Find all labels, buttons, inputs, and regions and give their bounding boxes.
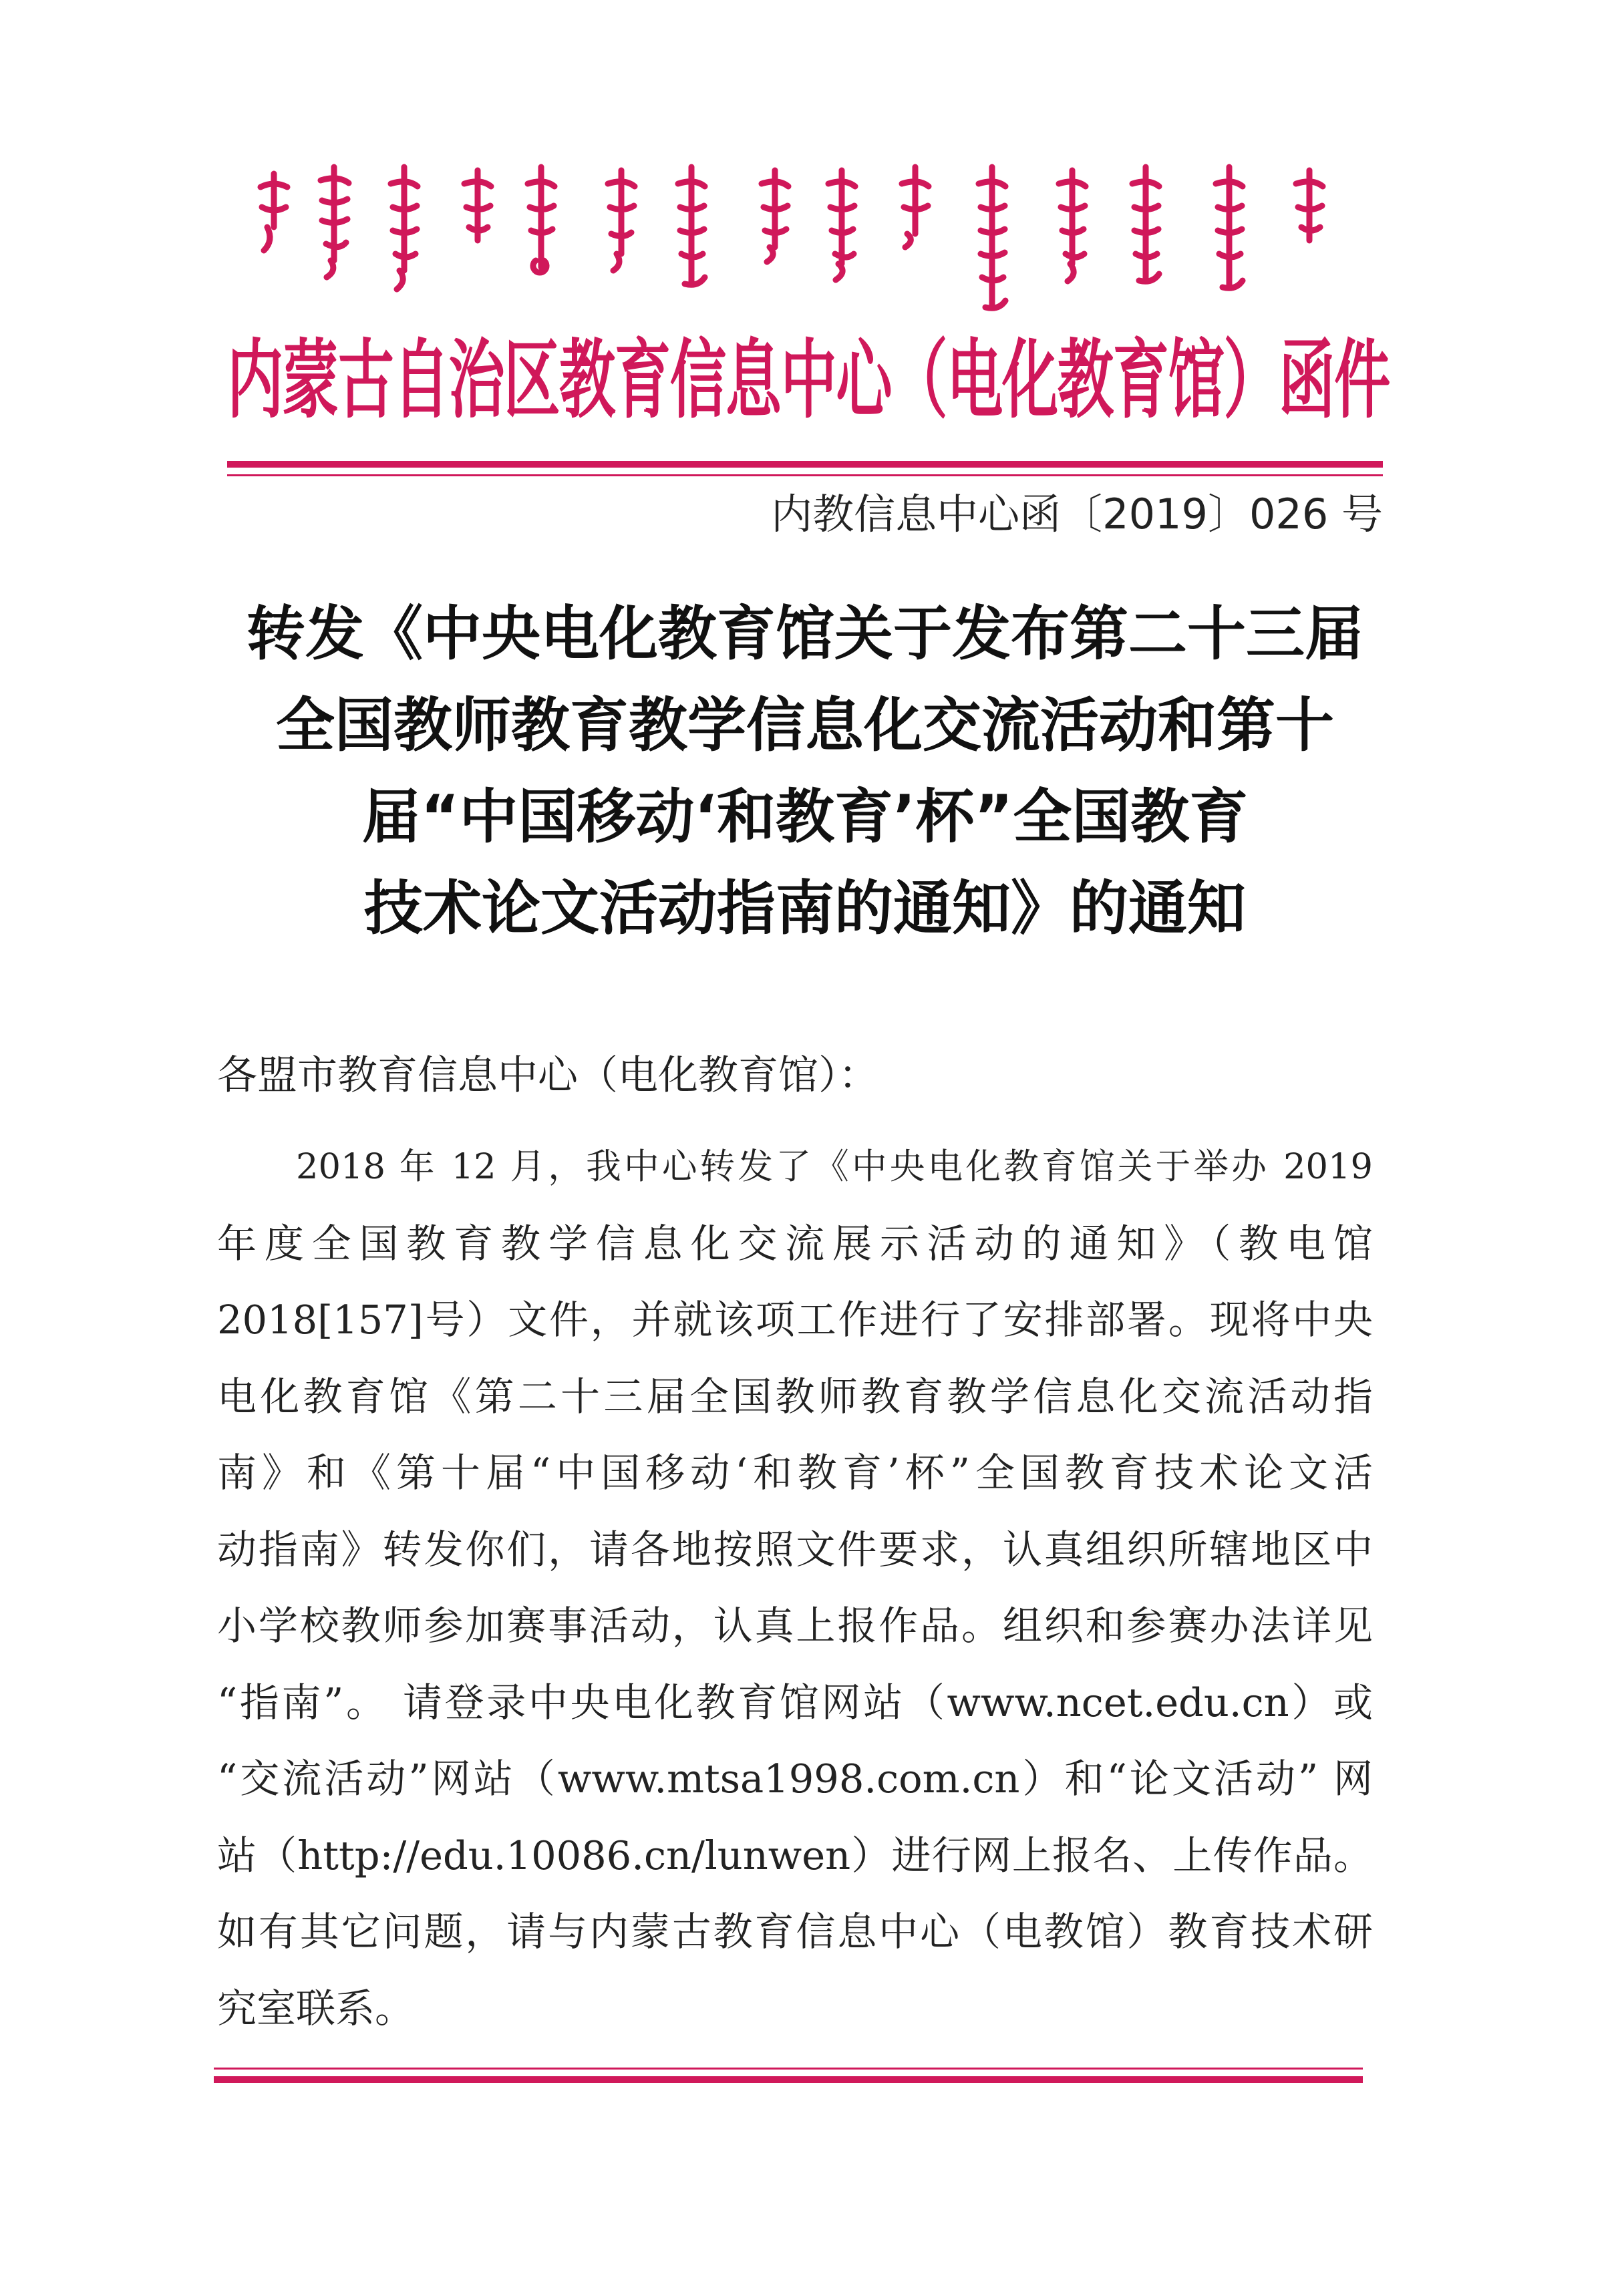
body-line: 年度全国教育教学信息化交流展示活动的通知》（教电馆 <box>217 1220 1373 1267</box>
mongolian-script-graphic <box>247 154 1390 327</box>
document-number: 内教信息中心函〔2019〕026 号 <box>771 490 1383 538</box>
title-line: 全国教师教育教学信息化交流活动和第十 <box>275 691 1334 760</box>
body-line: 电化教育馆《第二十三届全国教师教育教学信息化交流活动指 <box>217 1373 1373 1420</box>
body-line: 2018 年 12 月，我中心转发了《中央电化教育馆关于举办 2019 <box>296 1146 1373 1187</box>
footer-rule-thick <box>214 2076 1363 2083</box>
letterhead-rule-thin <box>227 474 1383 476</box>
body-line: “交流活动”网站（www.mtsa1998.com.cn）和“论文活动” 网 <box>217 1756 1373 1802</box>
body-line: 究室联系。 <box>217 1985 415 2031</box>
document-title <box>214 588 1396 954</box>
body-line: 站（http://edu.10086.cn/lunwen）进行网上报名、上传作品。 <box>217 1832 1373 1878</box>
title-line: 届“中国移动‘和教育’杯”全国教育 <box>361 782 1249 851</box>
title-line: 技术论文活动指南的通知》的通知 <box>363 874 1246 943</box>
letterhead-rule-thick <box>227 461 1383 468</box>
title-line: 转发《中央电化教育馆关于发布第二十三届 <box>246 599 1363 668</box>
footer-rule-thin <box>214 2068 1363 2070</box>
body-line: 小学校教师参加赛事活动，认真上报作品。组织和参赛办法详见 <box>217 1603 1373 1649</box>
body-line: 南》和《第十届“中国移动‘和教育’杯”全国教育技术论文活 <box>217 1450 1373 1496</box>
salutation: 各盟市教育信息中心（电化教育馆）： <box>217 1052 878 1099</box>
body-paragraph <box>217 1129 1373 2047</box>
body-line: 如有其它问题，请与内蒙古教育信息中心（电教馆）教育技术研 <box>217 1909 1373 1955</box>
body-line: 动指南》转发你们，请各地按照文件要求，认真组织所辖地区中 <box>217 1526 1373 1573</box>
body-line: 2018[157]号）文件，并就该项工作进行了安排部署。现将中央 <box>217 1297 1373 1343</box>
body-line: “指南”。 请登录中央电化教育馆网站（www.ncet.edu.cn）或 <box>217 1679 1373 1726</box>
mongolian-script-header <box>247 154 1390 327</box>
letterhead-org-title: 内蒙古自治区教育信息中心（电化教育馆）函件 <box>227 331 1390 430</box>
